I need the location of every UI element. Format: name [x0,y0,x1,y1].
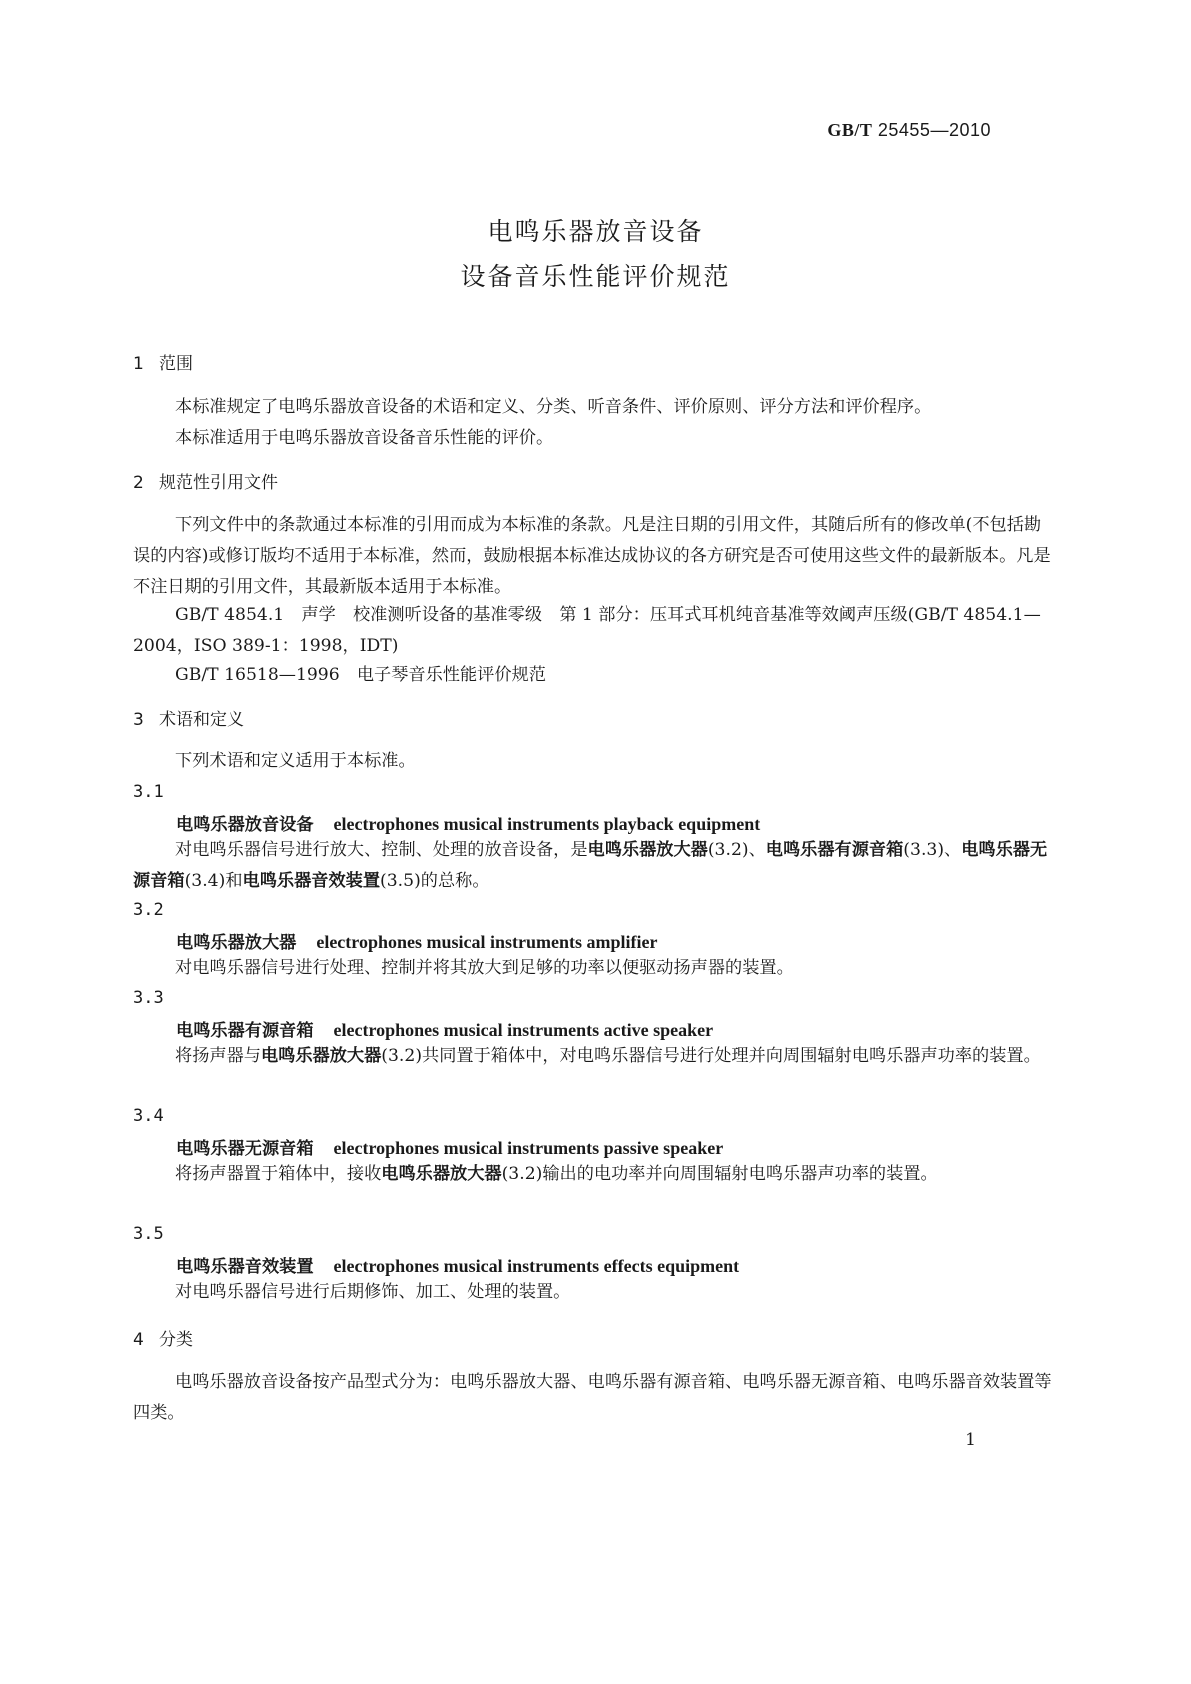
section-3-intro: 下列术语和定义适用于本标准。 [175,751,416,771]
term-3-5-title: 电鸣乐器音效装置 electrophones musical instruments effects equipment [176,1256,740,1277]
section-1-para-2: 本标准适用于电鸣乐器放音设备音乐性能的评价。 [175,428,554,448]
normative-reference-1: GB/T 4854.1 声学 校准测听设备的基准零级 第 1 部分：压耳式耳机纯音基准等效阈声压级(GB/T 4854.1—2004，ISO 389-1：1998，IDT) [133,605,1041,656]
term-3-1-definition: 对电鸣乐器信号进行放大、控制、处理的放音设备，是电鸣乐器放大器(3.2)、电鸣乐器有源音箱(3.3)、电鸣乐器无源音箱(3.4)和电鸣乐器音效装置(3.5)的总称。 [133,840,1048,891]
document-title-line2: 设备音乐性能评价规范 [460,262,731,291]
term-3-4-title: 电鸣乐器无源音箱 electrophones musical instruments passive speaker [176,1138,724,1159]
term-3-1-number: 3.1 [133,782,164,802]
section-2-heading: 2 规范性引用文件 [133,473,278,493]
term-3-2-title: 电鸣乐器放大器 electrophones musical instruments amplifier [176,932,658,953]
term-3-3-number: 3.3 [133,988,164,1008]
term-3-5-number: 3.5 [133,1224,164,1244]
term-3-5-definition: 对电鸣乐器信号进行后期修饰、加工、处理的装置。 [175,1282,571,1302]
term-3-4-definition: 将扬声器置于箱体中，接收电鸣乐器放大器(3.2)输出的电功率并向周围辐射电鸣乐器声功率的装置。 [175,1164,938,1184]
section-3-heading: 3 术语和定义 [133,710,244,730]
term-3-4-number: 3.4 [133,1106,164,1126]
section-1-heading: 1 范围 [133,354,193,374]
term-3-2-definition: 对电鸣乐器信号进行处理、控制并将其放大到足够的功率以便驱动扬声器的装置。 [175,958,794,978]
term-3-3-title: 电鸣乐器有源音箱 electrophones musical instruments active speaker [176,1020,714,1041]
section-1-para-1: 本标准规定了电鸣乐器放音设备的术语和定义、分类、听音条件、评价原则、评分方法和评价程序。 [175,397,932,417]
standard-number: GB/T 25455—2010 [827,120,991,140]
term-3-1-title: 电鸣乐器放音设备 electrophones musical instruments playback equipment [176,814,761,835]
term-3-3-definition: 将扬声器与电鸣乐器放大器(3.2)共同置于箱体中，对电鸣乐器信号进行处理并向周围辐射电鸣乐器声功率的装置。 [175,1046,1041,1066]
section-4-heading: 4 分类 [133,1330,193,1350]
page-number: 1 [965,1430,976,1450]
term-3-2-number: 3.2 [133,900,164,920]
document-title-line1: 电鸣乐器放音设备 [487,217,704,246]
section-4-para-1: 电鸣乐器放音设备按产品型式分为：电鸣乐器放大器、电鸣乐器有源音箱、电鸣乐器无源音箱、电鸣乐器音效装置等四类。 [133,1372,1052,1423]
section-2-para-1: 下列文件中的条款通过本标准的引用而成为本标准的条款。凡是注日期的引用文件，其随后所有的修改单(不包括勘误的内容)或修订版均不适用于本标准，然而，鼓励根据本标准达成协议的各方研究是否可使用这些文件的最新版本。凡是不注日期的引用文件，其最新版本适用于本标准。 [133,515,1051,597]
normative-reference-2: GB/T 16518—1996 电子琴音乐性能评价规范 [175,665,546,685]
